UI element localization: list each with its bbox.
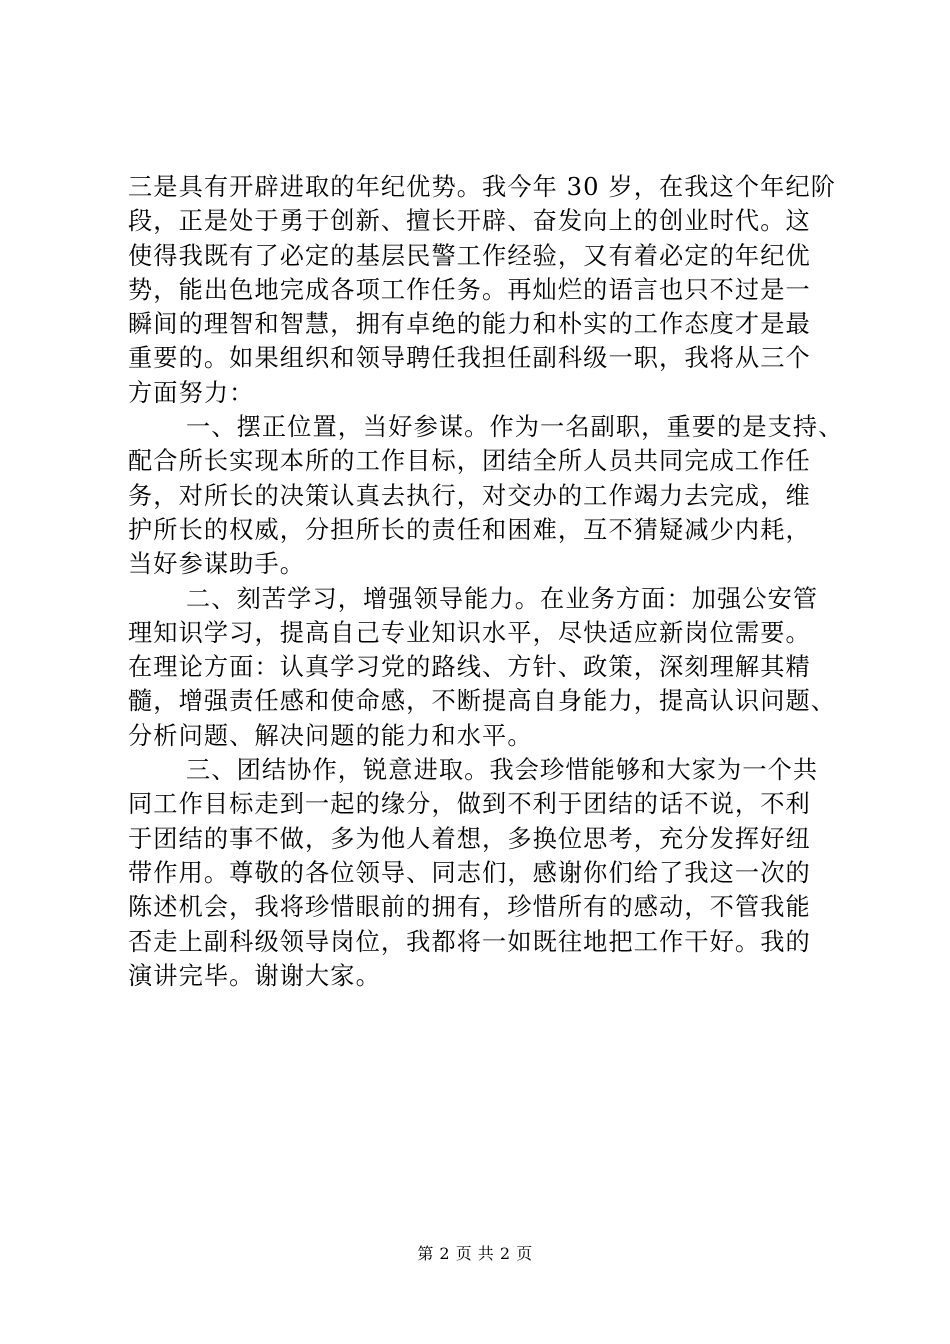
text-line: 演讲完毕。谢谢大家。 bbox=[128, 961, 381, 990]
text-line: 段，正是处于勇于创新、擅长开辟、奋发向上的创业时代。这 bbox=[128, 207, 811, 236]
text-line: 二、刻苦学习，增强领导能力。在业务方面：加强公安管 bbox=[186, 584, 819, 613]
text-line: 同工作目标走到一起的缘分，做到不利于团结的话不说，不利 bbox=[128, 790, 811, 819]
text-line: 三是具有开辟进取的年纪优势。我今年 30 岁，在我这个年纪阶 bbox=[128, 173, 837, 201]
text-line: 配合所长实现本所的工作目标，团结全所人员共同完成工作任 bbox=[128, 447, 811, 476]
text-line: 带作用。尊敬的各位领导、同志们，感谢你们给了我这一次的 bbox=[128, 858, 811, 887]
text-line: 陈述机会，我将珍惜眼前的拥有，珍惜所有的感动，不管我能 bbox=[128, 893, 811, 922]
text-line: 瞬间的理智和智慧，拥有卓绝的能力和朴实的工作态度才是最 bbox=[128, 310, 811, 339]
page-footer: 第 2 页 共 2 页 bbox=[417, 1244, 533, 1263]
text-line: 在理论方面：认真学习党的路线、方针、政策，深刻理解其精 bbox=[128, 653, 811, 682]
text-line: 否走上副科级领导岗位，我都将一如既往地把工作干好。我的 bbox=[128, 927, 811, 956]
text-line: 护所长的权威，分担所长的责任和困难，互不猜疑减少内耗， bbox=[128, 515, 811, 544]
text-line: 一、摆正位置，当好参谋。作为一名副职，重要的是支持、 bbox=[186, 413, 844, 442]
text-line: 当好参谋助手。 bbox=[128, 550, 306, 579]
text-line: 使得我既有了必定的基层民警工作经验，又有着必定的年纪优 bbox=[128, 241, 811, 270]
text-line: 理知识学习，提高自己专业知识水平，尽快适应新岗位需要。 bbox=[128, 618, 811, 647]
text-line: 务，对所长的决策认真去执行，对交办的工作竭力去完成，维 bbox=[128, 481, 811, 510]
text-line: 髓，增强责任感和使命感，不断提高自身能力，提高认识问题、 bbox=[128, 687, 837, 716]
text-line: 于团结的事不做，多为他人着想，多换位思考，充分发挥好纽 bbox=[128, 824, 811, 853]
text-line: 势，能出色地完成各项工作任务。再灿烂的语言也只不过是一 bbox=[128, 275, 811, 304]
text-line: 重要的。如果组织和领导聘任我担任副科级一职，我将从三个 bbox=[128, 344, 811, 373]
text-line: 方面努力： bbox=[128, 378, 255, 407]
text-line: 分析问题、解决问题的能力和水平。 bbox=[128, 721, 533, 750]
text-line: 三、团结协作，锐意进取。我会珍惜能够和大家为一个共 bbox=[186, 756, 819, 785]
document-body bbox=[128, 170, 848, 993]
